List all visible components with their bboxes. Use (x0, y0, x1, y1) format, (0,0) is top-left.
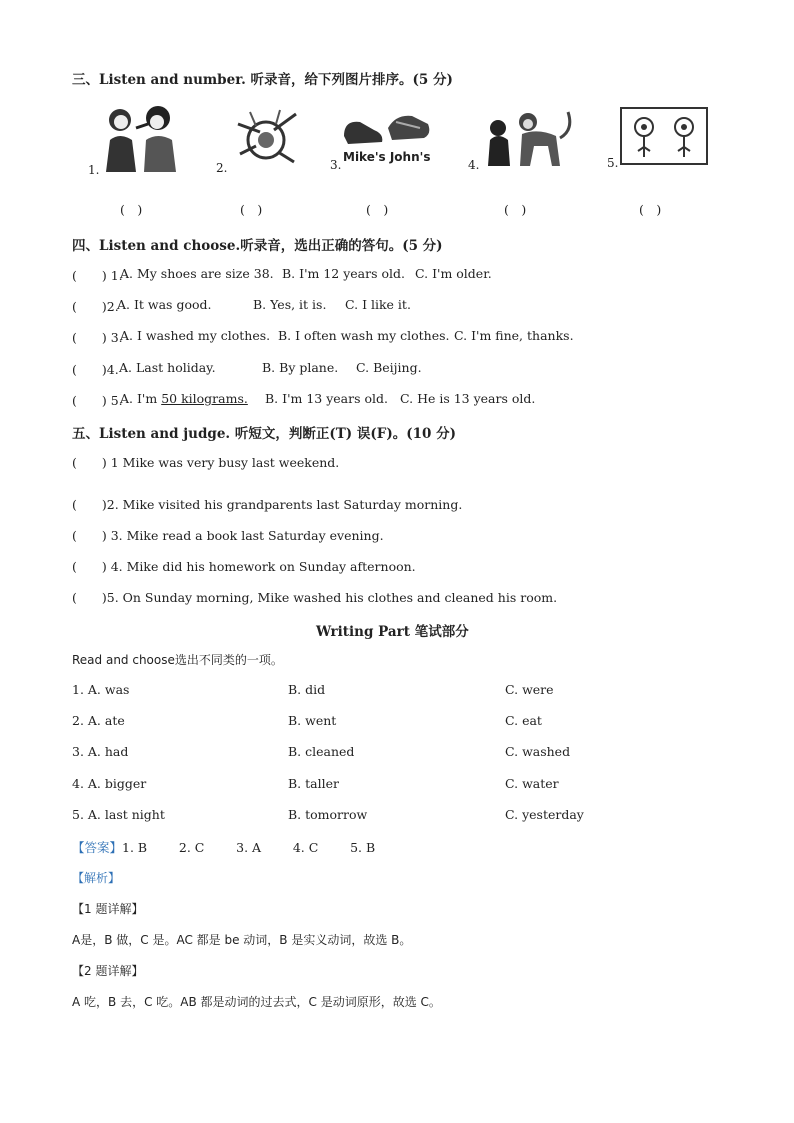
q2-detail-text: A 吃，B 去，C 吃。AB 都是动词的过去式，C 是动词原形，故选 C。 (72, 995, 441, 1009)
choice-3-a: 3. A. had (72, 744, 129, 759)
q4-1-option-a: A. My shoes are size 38. (120, 266, 274, 281)
choice-4-c: C. water (505, 776, 559, 791)
q4-4-option-b: B. By plane. (262, 360, 339, 375)
answer-blank-2[interactable]: ( ) (240, 202, 263, 217)
judge-item-5: ( )5. On Sunday morning, Mike washed his clothes and cleaned his room. (72, 590, 558, 605)
choice-3-c: C. washed (505, 744, 571, 759)
q4-5-option-a (120, 391, 248, 406)
q4-5-number: ( ) 5. (72, 393, 123, 408)
choice-2-c: C. eat (505, 713, 542, 728)
picture-number-1: 1. (88, 163, 100, 177)
answer-values: 1. B 2. C 3. A 4. C 5. B (122, 840, 376, 855)
q4-4-option-c: C. Beijing. (356, 360, 422, 375)
answer-label: 【答案】 (72, 840, 123, 855)
choice-2-b: B. went (288, 713, 337, 728)
choice-3-b: B. cleaned (288, 744, 355, 759)
judge-item-4: ( ) 4. Mike did his homework on Sunday afternoon. (72, 559, 416, 574)
q2-detail-label: 【2 题详解】 (72, 964, 144, 978)
analysis-label: 【解析】 (72, 871, 121, 885)
answer-blank-4[interactable]: ( ) (504, 202, 527, 217)
answer-blank-3[interactable]: ( ) (366, 202, 389, 217)
q4-5-option-a-prefix: A. I'm (120, 391, 162, 406)
choice-1-c: C. were (505, 682, 554, 697)
shoes-caption: Mike's John's (343, 150, 431, 164)
choice-4-a: 4. A. bigger (72, 776, 147, 791)
judge-item-3: ( ) 3. Mike read a book last Saturday evening. (72, 528, 384, 543)
choice-5-c: C. yesterday (505, 807, 584, 822)
q4-3-option-b: B. I often wash my clothes. (278, 328, 450, 343)
q4-5-option-c: C. He is 13 years old. (400, 391, 536, 406)
section3-header: 三、Listen and number. 听录音，给下列图片排序。(5 分) (72, 72, 453, 88)
answer-line (72, 838, 375, 856)
q4-3-number: ( ) 3. (72, 330, 123, 345)
section5-header: 五、Listen and judge. 听短文，判断正(T) 误(F)。(10 分) (72, 426, 456, 442)
q4-3-option-c: C. I'm fine, thanks. (454, 328, 574, 343)
q4-2-option-a: A. It was good. (117, 297, 212, 312)
vegetable-chopping-picture (230, 104, 300, 168)
judge-item-2: ( )2. Mike visited his grandparents last Saturday morning. (72, 497, 463, 512)
choice-5-b: B. tomorrow (288, 807, 368, 822)
q4-5-option-a-underlined: 50 kilograms. (161, 391, 248, 406)
picture-number-2: 2. (216, 161, 228, 175)
picture-number-5: 5. (607, 156, 619, 170)
answer-blank-1[interactable]: ( ) (120, 202, 143, 217)
writing-instruction: Read and choose选出不同类的一项。 (72, 653, 283, 667)
q4-2-option-c: C. I like it. (345, 297, 411, 312)
flowers-picture (620, 107, 708, 165)
q4-2-number: ( )2. (72, 299, 119, 314)
choice-2-a: 2. A. ate (72, 713, 125, 728)
dog-monkey-picture (482, 106, 578, 168)
q4-1-option-c: C. I'm older. (415, 266, 492, 281)
q1-detail-label: 【1 题详解】 (72, 902, 144, 916)
q4-4-option-a: A. Last holiday. (119, 360, 216, 375)
judge-item-1: ( ) 1 Mike was very busy last weekend. (72, 455, 340, 470)
q4-2-option-b: B. Yes, it is. (253, 297, 327, 312)
q4-3-option-a: A. I washed my clothes. (120, 328, 271, 343)
choice-4-b: B. taller (288, 776, 339, 791)
section4-header: 四、Listen and choose.听录音，选出正确的答句。(5 分) (72, 238, 443, 254)
picture-number-4: 4. (468, 158, 480, 172)
q4-1-number: ( ) 1. (72, 268, 123, 283)
picture-number-3: 3. (330, 158, 342, 172)
q4-5-option-b: B. I'm 13 years old. (265, 391, 388, 406)
q4-4-number: ( )4. (72, 362, 119, 377)
shoes-picture (340, 106, 432, 152)
two-girls-picture (100, 100, 182, 172)
choice-1-a: 1. A. was (72, 682, 130, 697)
q1-detail-text: A是，B 做，C 是。AC 都是 be 动词，B 是实义动词，故选 B。 (72, 933, 412, 947)
choice-5-a: 5. A. last night (72, 807, 165, 822)
choice-1-b: B. did (288, 682, 326, 697)
writing-part-title: Writing Part 笔试部分 (316, 624, 469, 640)
answer-blank-5[interactable]: ( ) (639, 202, 662, 217)
q4-1-option-b: B. I'm 12 years old. (282, 266, 405, 281)
